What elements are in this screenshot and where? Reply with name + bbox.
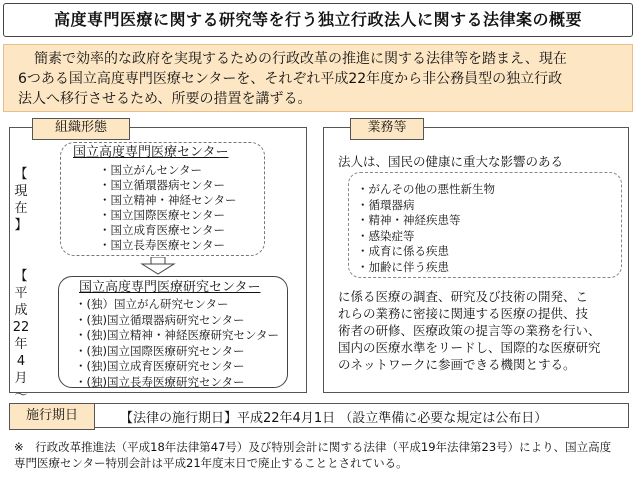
list-item: ・国立精神・神経センター xyxy=(99,193,237,207)
list-item: ・感染症等 xyxy=(357,228,415,243)
current-label xyxy=(11,166,31,234)
description-line: のネットワークに参画できる機関とする。 xyxy=(338,357,576,372)
label-char: 【 xyxy=(14,167,28,182)
org-panel xyxy=(9,120,307,403)
footnote-line: ※ 行政改革推進法（平成18年法律第47号）及び特別会計に関する法律（平成19年法律第23号）により、国立高度 xyxy=(14,440,612,454)
label-char: 月 xyxy=(14,371,28,386)
business-intro: 法人は、国民の健康に重大な影響のある xyxy=(338,154,564,169)
list-item: ・国立成育医療センター xyxy=(99,223,226,237)
label-char: 4 xyxy=(16,354,26,369)
footnote xyxy=(14,439,634,471)
description-line: 国内の医療水準をリードし、国際的な医療研究 xyxy=(338,340,601,355)
list-item: ・国立がんセンター xyxy=(99,163,203,177)
org-tab-label: 組織形態 xyxy=(32,118,130,140)
enforcement-date-box xyxy=(9,403,629,428)
list-item: ・(独)国立成育医療研究センター xyxy=(75,359,245,374)
label-char: 現 xyxy=(14,184,28,199)
summary-box xyxy=(3,44,633,112)
list-item: ・がんその他の悪性新生物 xyxy=(357,182,495,196)
label-char: 【 xyxy=(14,269,28,284)
summary-line: 法人へ移行させるため、所要の措置を講ずる。 xyxy=(18,91,312,107)
enforcement-tab-label: 施行期日 xyxy=(9,403,95,430)
label-char: 在 xyxy=(14,201,28,216)
list-item: ・精神・神経疾患等 xyxy=(357,213,461,227)
description-line: れらの業務に密接に関連する医療の提供、技 xyxy=(338,306,589,321)
current-centers-title: 国立高度専門医療センター xyxy=(73,145,229,160)
current-centers-list xyxy=(99,163,237,253)
enforcement-date-text: 【法律の施行期日】平成22年4月1日 （設立準備に必要な規定は公布日） xyxy=(120,411,548,426)
disease-list xyxy=(357,182,495,275)
business-tab-label: 業務等 xyxy=(350,118,424,140)
label-char: 成 xyxy=(14,303,28,318)
list-item: ・(独)国立精神・神経医療研究センター xyxy=(75,328,280,343)
h22-label xyxy=(11,268,31,421)
label-char: 〜 xyxy=(14,388,28,403)
list-item: ・(独)国立循環器病研究センター xyxy=(75,312,245,327)
summary-line: 簡素で効率的な政府を実現するための行政改革の推進に関する法律等を踏まえ、現在 xyxy=(34,51,567,67)
business-panel xyxy=(323,120,629,393)
list-item: ・加齢に伴う疾患 xyxy=(357,259,449,274)
page-title: 高度専門医療に関する研究等を行う独立行政法人に関する法律案の概要 xyxy=(3,3,633,37)
summary-line: 6つある国立高度専門医療センターを、それぞれ平成22年度から非公務員型の独立行政 xyxy=(18,71,563,87)
list-item: ・国立長寿医療センター xyxy=(99,238,226,252)
description-line: 術者の研修、医療政策の提言等の業務を行い、 xyxy=(338,323,601,338)
down-arrow-icon xyxy=(138,257,178,275)
list-item: ・循環器病 xyxy=(357,197,415,212)
list-item: ・(独)国立長寿医療研究センター xyxy=(75,374,245,389)
footnote-line: 専門医療センター特別会計は平成21年度末日で廃止することとされている。 xyxy=(14,456,408,470)
list-item: ・(独）国立がん研究センター xyxy=(75,297,229,311)
label-char: 年 xyxy=(14,337,28,352)
list-item: ・国立循環器病センター xyxy=(99,178,226,192)
business-description xyxy=(338,288,601,373)
description-line: に係る医療の調査、研究及び技術の開発、こ xyxy=(338,289,589,304)
new-centers-box xyxy=(58,276,288,388)
label-char: 22 xyxy=(12,320,30,335)
label-char: 】 xyxy=(14,218,28,233)
list-item: ・成育に係る疾患 xyxy=(357,244,449,258)
disease-box xyxy=(348,172,622,278)
new-centers-list xyxy=(75,297,279,391)
new-centers-title: 国立高度専門医療研究センター xyxy=(79,280,261,295)
list-item: ・国立国際医療センター xyxy=(99,208,226,222)
label-char: 平 xyxy=(14,286,28,301)
current-centers-box xyxy=(60,142,265,256)
list-item: ・(独)国立国際医療研究センター xyxy=(75,343,245,358)
